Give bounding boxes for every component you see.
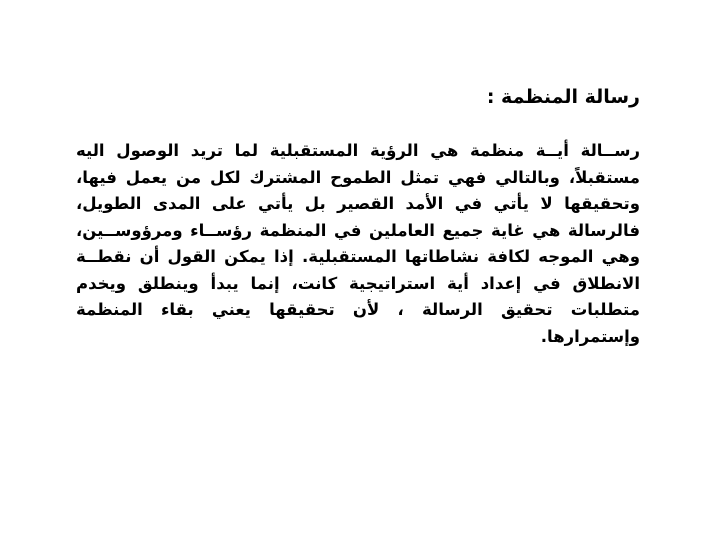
slide-body-paragraph: رســالة أيــة منظمة هي الرؤية المستقبلية لما تريد الوصول اليه مستقبلاً، وبالتالي فهي تمثل الطموح المشترك لكل من يعمل فيها، وتحقيقها لا يأتي في الأمد القصير بل يأتي على المدى الطويل، فالرسالة هي غاية جميع العاملين في المنظمة رؤســاء ومرؤوســين، وهي الموجه لكافة نشاطاتها المستقبلية. إذا يمكن القول أن نقطــة الانطلاق في إعداد أية استراتيجية كانت، إنما يبدأ وينطلق ويخدم متطلبات تحقيق الرسالة ، لأن تحقيقها يعني بقاء المنظمة وإستمرارها. [76,141,640,346]
slide-title: رسالة المنظمة : [486,86,640,108]
